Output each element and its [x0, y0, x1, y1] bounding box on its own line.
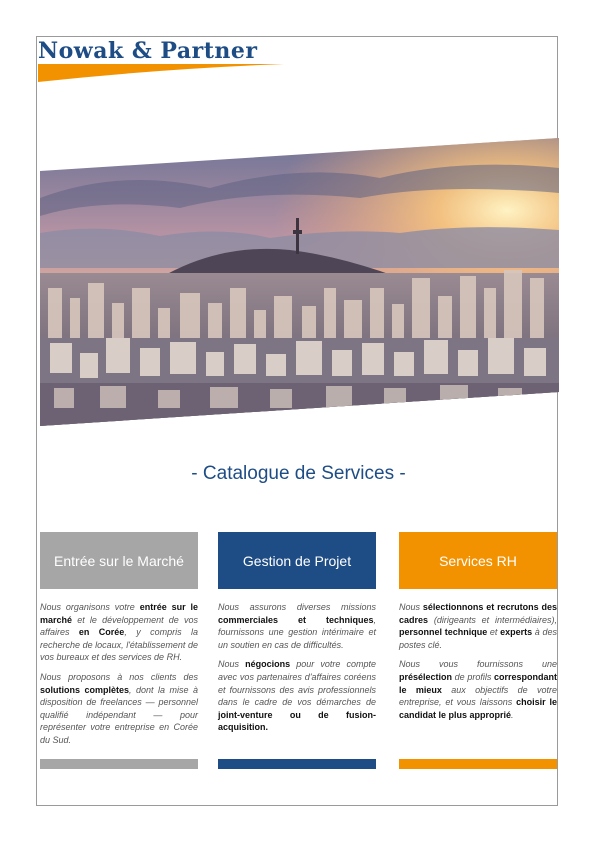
emphasis-text: choisir le candidat le plus approprié: [399, 697, 557, 720]
column-paragraph: [218, 601, 376, 651]
column-paragraph: [399, 601, 557, 651]
body-text: Nous vous fournissons une: [399, 659, 557, 670]
emphasis-text: en Corée: [78, 627, 125, 638]
column-footer-bar-gray: [40, 759, 198, 769]
emphasis-text: commerciales et techniques: [218, 614, 374, 625]
emphasis-text: entrée sur le marché: [40, 602, 198, 625]
emphasis-text: solutions complètes: [40, 684, 130, 695]
body-text: Nous organisons votre: [40, 602, 140, 612]
emphasis-text: correspondant le mieux: [399, 671, 557, 695]
service-column-project-management: [218, 532, 376, 741]
body-text: Nous: [399, 602, 423, 612]
logo-swoosh-icon: [38, 61, 288, 83]
column-paragraph: [399, 658, 557, 721]
body-text: de profils: [452, 671, 494, 682]
body-text: (dirigeants et intermédiaires),: [428, 614, 557, 625]
column-header: Entrée sur le Marché: [40, 532, 198, 589]
body-text: et le développement de vos affaires: [40, 614, 198, 638]
column-footer-bar-orange: [399, 759, 557, 769]
service-column-market-entry: [40, 532, 198, 754]
column-body: [399, 601, 557, 721]
column-paragraph: [218, 658, 376, 734]
logo-wordmark: Nowak & Partner: [38, 38, 258, 64]
emphasis-text: sélectionnons et recrutons des cadres: [399, 602, 557, 625]
emphasis-text: experts: [500, 627, 533, 638]
body-text: pour votre compte avec vos partenaires d'affaires coréens et fournissons des avis professionnels dans le cadre de vos démarches de: [218, 659, 376, 708]
body-text: Nous: [218, 659, 246, 670]
emphasis-text: négocions: [245, 659, 291, 670]
hero-skyline-image: [40, 138, 559, 428]
company-logo: [38, 38, 288, 84]
emphasis-text: joint-venture ou de fusion-acquisition.: [218, 709, 376, 733]
body-text: , dont la mise à disposition de freelances — personnel qualifié indépendant — pour représenter votre entreprise en Corée du Sud.: [40, 684, 198, 745]
body-text: .: [511, 709, 514, 720]
column-body: [218, 601, 376, 734]
body-text: Nous assurons diverses missions: [218, 602, 376, 612]
emphasis-text: présélection: [399, 671, 453, 682]
catalog-title: - Catalogue de Services -: [191, 463, 406, 484]
column-footer-bar-blue: [218, 759, 376, 769]
column-paragraph: [40, 601, 198, 664]
body-text: à des postes clé.: [399, 627, 557, 650]
body-text: aux objectifs de votre entreprise, et vous laissons: [399, 684, 557, 708]
emphasis-text: personnel technique: [399, 627, 488, 638]
body-text: et: [487, 627, 501, 638]
body-text: , fournissons une gestion intérimaire et un soutien en cas de difficultés.: [218, 614, 376, 650]
body-text: , y compris la recherche de locaux, l'établissement de vos bureaux et des services de RH.: [40, 627, 198, 663]
service-column-hr: [399, 532, 557, 728]
column-header: Services RH: [399, 532, 557, 589]
column-body: [40, 601, 198, 747]
body-text: Nous proposons à nos clients des: [40, 671, 198, 682]
column-paragraph: [40, 671, 198, 747]
column-header: Gestion de Projet: [218, 532, 376, 589]
